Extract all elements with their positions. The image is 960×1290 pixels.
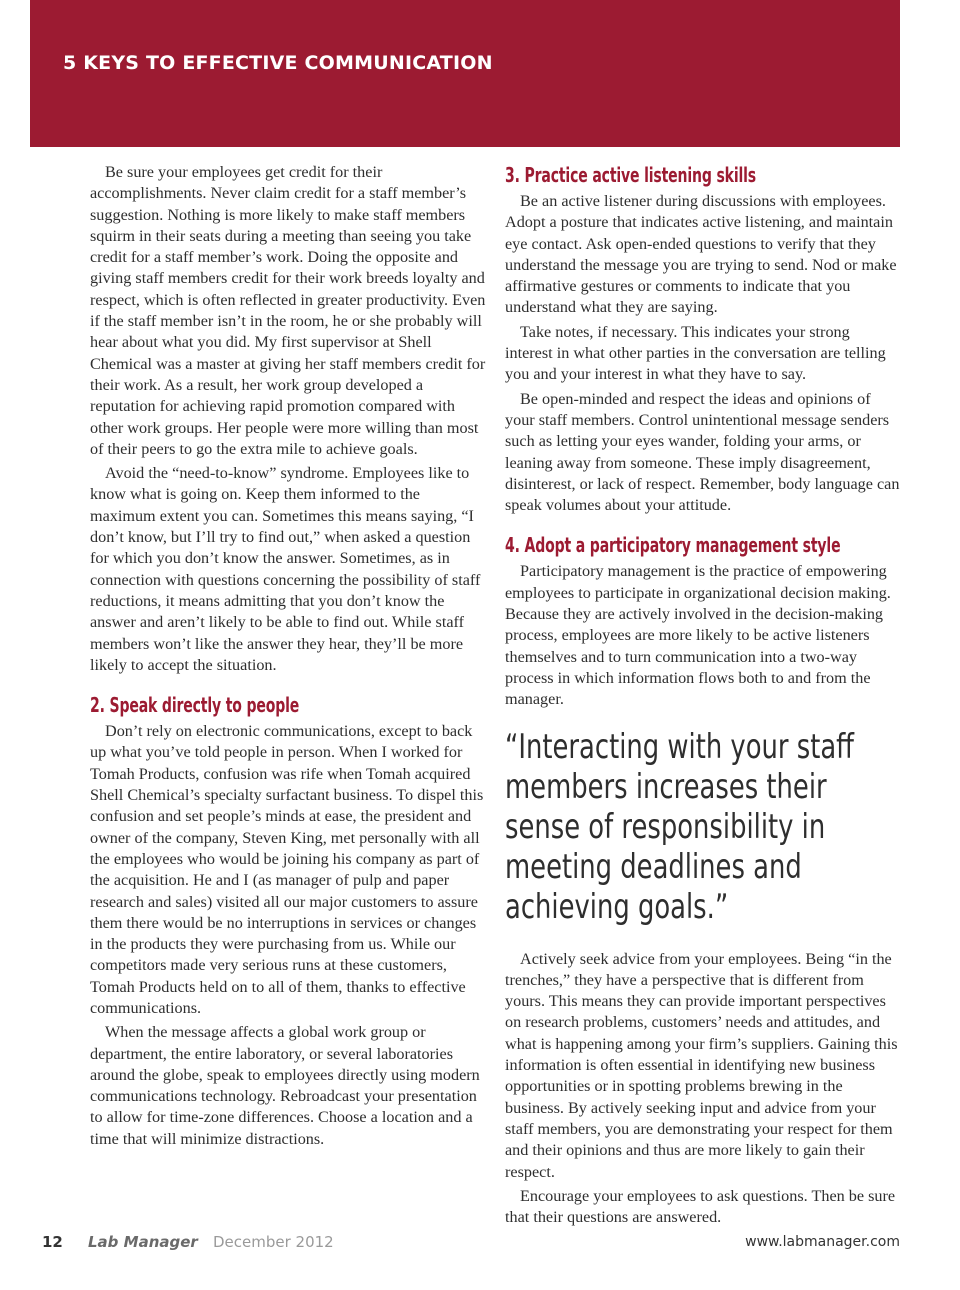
section-heading-3: 3. Practice active listening skills (505, 163, 757, 187)
body-paragraph: Be an active listener during discussions with employees. Adopt a posture that indicates active listening, and maintain eye contact. Ask open-ended questions to verify that they understand the message you are trying to send. Nod or make affirmative gestures or comments to indicate that you understand what they are saying. (505, 192, 897, 317)
right-column (505, 162, 901, 1231)
body-paragraph: Take notes, if necessary. This indicates your strong interest in what other parties in the conversation are telling you and your interest in what they have to say. (505, 322, 886, 384)
section-title: 5 KEYS TO EFFECTIVE COMMUNICATION (63, 52, 493, 74)
body-paragraph: Be sure your employees get credit for their accomplishments. Never claim credit for a staff member’s suggestion. Nothing is more likely to make staff members squirm in their seats during a meeting than seeing you take credit for a staff member’s work. Doing the opposite and giving staff members credit for their work breeds loyalty and respect, which is often reflected in greater productivity. Even if the staff member isn’t in the room, he or she probably will hear about what you did. My first supervisor at Shell Chemical was a master at giving her staff members credit for their work. As a result, her work group developed a reputation for achieving rapid promotion compared with other work groups. Her people were more willing than most of their peers to go the extra mile to achieve goals. (90, 163, 486, 458)
body-paragraph: Participatory management is the practice of empowering employees to participate in organizational decision making. Because they are actively involved in the decision-making process, employees are more likely to be active listeners themselves and to turn communication into a two-way process in which information flows both to and from the manager. (505, 562, 891, 709)
issue-date: December 2012 (213, 1233, 334, 1251)
section-heading-4: 4. Adopt a participatory management style (505, 533, 841, 558)
section-banner (30, 0, 900, 147)
body-paragraph: Actively seek advice from your employees. Being “in the trenches,” they have a perspective that is different from yours. This means they can provide important perspectives on research problems, customers’ needs and attitudes, and what is happening among your firm’s suppliers. Gaining this information is often essential in identifying new business opportunities or in spotting problems brewing in the business. By actively seeking input and advice from your staff members, you are demonstrating your respect for them and their opinions and thus are more likely to gain their respect. (505, 949, 898, 1181)
left-column (90, 162, 486, 1153)
body-paragraph: Encourage your employees to ask questions. Then be sure that their questions are answered. (505, 1186, 896, 1227)
pull-quote: “Interacting with your staff members increases their sense of responsibility in meeting deadlines and achieving goals.” (505, 726, 854, 927)
body-paragraph: Avoid the “need-to-know” syndrome. Employees like to know what is going on. Keep them informed to the maximum extent you can. Sometimes this means saying, “I don’t know, but I’ll try to find out,” when asked a question for which you don’t know the answer. Sometimes, as in connection with questions concerning the possibility of staff reductions, it means admitting that you don’t know the answer and aren’t likely to be able to find out. While staff members won’t like the answer they hear, they’ll be more likely to accept the situation. (90, 464, 481, 674)
body-paragraph: Don’t rely on electronic communications, except to back up what you’ve told people in person. When I worked for Tomah Products, confusion was rife when Tomah acquired Shell Chemical’s specialty surfactant business. To dispel this confusion and set people’s minds at ease, the president and owner of the company, Steven King, met personally with all the employees who would be joining his company as part of the acquisition. He and I (as manager of pulp and paper research and sales) visited all our major customers to assure them there would be no interruptions in services or changes in the products they were purchasing from us. While our competitors made very serious runs at these customers, Tomah Products held on to all of them, thanks to effective communications. (90, 722, 484, 1017)
page-footer (0, 1233, 960, 1255)
body-paragraph: When the message affects a global work group or department, the entire laboratory, or several laboratories around the globe, speak to employees directly using modern communications technology. Rebroadcast your presentation to allow for time-zone differences. Choose a location and a time that will minimize distractions. (90, 1023, 480, 1148)
section-heading-2: 2. Speak directly to people (90, 693, 300, 718)
website-link[interactable]: www.labmanager.com (745, 1234, 900, 1250)
body-paragraph: Be open-minded and respect the ideas and opinions of your staff members. Control unintentional message senders such as letting your eyes wander, folding your arms, or leaning away from someone. These imply disagreement, disinterest, or lack of respect. Remember, body language can speak volumes about your attitude. (505, 389, 900, 515)
page-number: 12 (42, 1233, 63, 1251)
magazine-name: Lab Manager (88, 1233, 198, 1251)
